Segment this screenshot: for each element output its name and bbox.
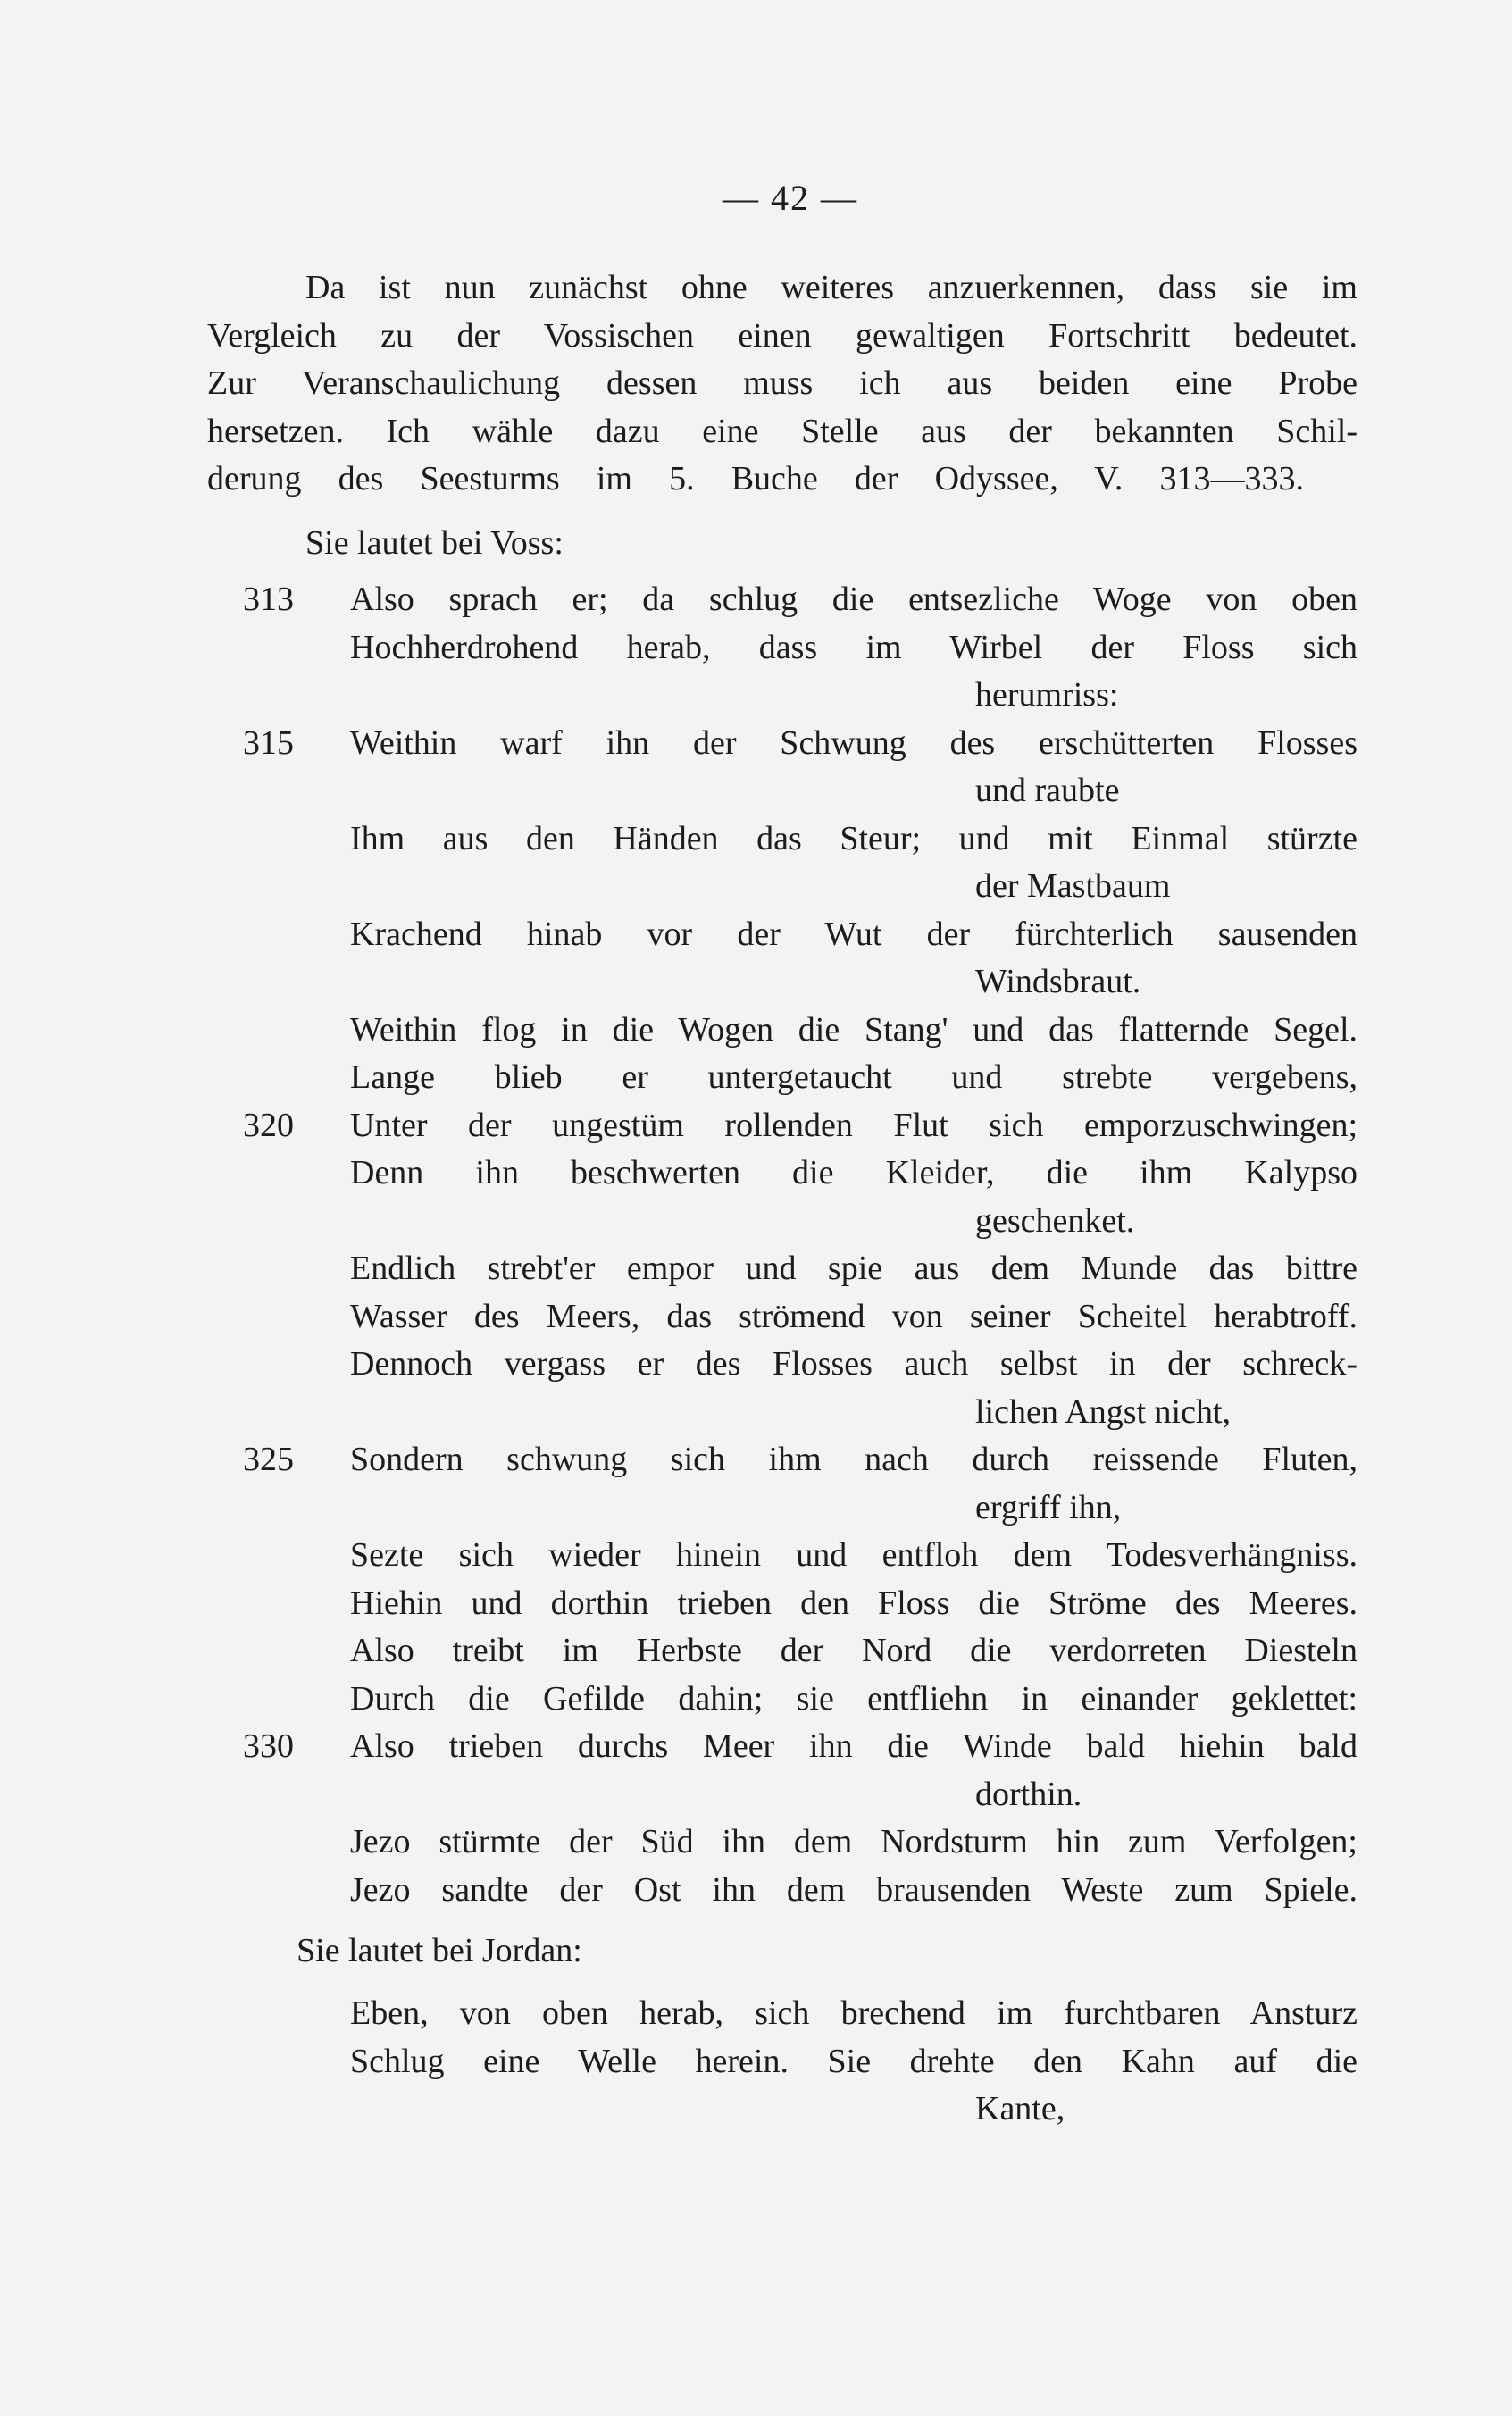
verse-text: Hiehin und dorthin trieben den Floss die Ströme des Meeres.	[350, 1584, 1357, 1622]
verse-line	[207, 1627, 1357, 1676]
verse-text: Weithin warf ihn der Schwung des erschütterten Flosses	[350, 723, 1357, 762]
verse-text: Denn ihn beschwerten die Kleider, die ihm Kalypso	[350, 1154, 1357, 1191]
verse-text: Hochherdrohend herab, dass im Wirbel der Floss sich	[350, 628, 1357, 666]
voss-intro: Sie lautet bei Voss:	[305, 524, 564, 562]
verse-text: Unter der ungestüm rollenden Flut sich emporzuschwingen;	[350, 1106, 1357, 1144]
verse-line	[207, 720, 1357, 768]
verse-text: Dennoch vergass er des Flosses auch selbst in der schreck-	[350, 1345, 1357, 1383]
verse-line	[207, 576, 1357, 624]
verse-text: Weithin flog in die Wogen die Stang' und das flatternde Segel.	[350, 1010, 1357, 1049]
jordan-intro: Sie lautet bei Jordan:	[297, 1932, 582, 1969]
verse-continuation: und raubte	[975, 772, 1120, 809]
verse-number: 315	[243, 723, 294, 762]
verse-number: 325	[243, 1441, 294, 1478]
verse-line	[207, 1580, 1357, 1628]
verse-continuation: ergriff ihn,	[975, 1488, 1122, 1526]
verse-line	[207, 1771, 1357, 1819]
verse-text: Sezte sich wieder hinein und entfloh dem Todesverhängniss.	[350, 1536, 1357, 1574]
verse-continuation: der Mastbaum	[975, 867, 1171, 905]
verse-line	[207, 767, 1357, 815]
verse-text: Lange blieb er untergetaucht und strebte vergebens,	[350, 1058, 1357, 1096]
intro-line-2: Vergleich zu der Vossischen einen gewaltigen Fortschritt bedeutet.	[207, 316, 1357, 355]
verse-line	[207, 1149, 1357, 1198]
verse-line	[207, 1723, 1357, 1771]
verse-continuation: Windsbraut.	[975, 963, 1141, 1000]
verse-text: Schlug eine Welle herein. Sie drehte den Kahn auf die	[350, 2042, 1357, 2080]
verse-line	[207, 1293, 1357, 1342]
intro-line-5: derung des Seesturms im 5. Buche der Odyssee, V. 313—333.	[207, 460, 1304, 497]
verse-text: Also trieben durchs Meer ihn die Winde bald hiehin bald	[350, 1727, 1357, 1765]
verse-line	[207, 958, 1357, 1007]
verse-line	[207, 2086, 1357, 2134]
verse-text: Jezo stürmte der Süd ihn dem Nordsturm hin zum Verfolgen;	[350, 1823, 1357, 1860]
intro-line-4: hersetzen. Ich wähle dazu eine Stelle aus der bekannten Schil-	[207, 412, 1357, 450]
verse-line	[207, 1341, 1357, 1389]
verse-line	[207, 1990, 1357, 2038]
verse-text: Endlich strebt'er empor und spie aus dem Munde das bittre	[350, 1250, 1357, 1287]
verse-text: Also treibt im Herbste der Nord die verdorreten Diesteln	[350, 1632, 1357, 1669]
verse-line	[207, 1102, 1357, 1150]
verse-text: Wasser des Meers, das strömend von seiner Scheitel herabtroff.	[350, 1297, 1357, 1335]
verse-continuation: herumriss:	[975, 676, 1119, 714]
verse-line	[207, 1198, 1357, 1246]
voss-verse-block	[207, 576, 1357, 1914]
intro-paragraph	[207, 264, 1357, 504]
verse-text: Durch die Gefilde dahin; sie entfliehn in einander geklettet:	[350, 1679, 1357, 1718]
verse-text: Also sprach er; da schlug die entsezliche Woge von oben	[350, 581, 1357, 618]
intro-line-1: Da ist nun zunächst ohne weiteres anzuerkennen, dass sie im	[305, 269, 1357, 306]
verse-text: Krachend hinab vor der Wut der fürchterlich sausenden	[350, 915, 1357, 953]
verse-line	[207, 1245, 1357, 1293]
verse-line	[207, 1676, 1357, 1724]
verse-line	[207, 624, 1357, 673]
verse-text: Eben, von oben herab, sich brechend im furchtbaren Ansturz	[350, 1994, 1357, 2032]
verse-line	[207, 1436, 1357, 1484]
verse-line	[207, 1532, 1357, 1580]
verse-text: Jezo sandte der Ost ihn dem brausenden Weste zum Spiele.	[350, 1870, 1357, 1909]
verse-line	[207, 1818, 1357, 1867]
verse-text: Ihm aus den Händen das Steur; und mit Einmal stürzte	[350, 819, 1357, 857]
verse-line	[207, 672, 1357, 720]
verse-line	[207, 911, 1357, 959]
verse-line	[207, 1484, 1357, 1533]
verse-text: Sondern schwung sich ihm nach durch reissende Fluten,	[350, 1441, 1357, 1478]
verse-line	[207, 1054, 1357, 1102]
verse-line	[207, 1867, 1357, 1915]
verse-line	[207, 863, 1357, 911]
verse-continuation: lichen Angst nicht,	[975, 1392, 1232, 1431]
verse-continuation: dorthin.	[975, 1775, 1082, 1813]
verse-continuation: Kante,	[975, 2090, 1065, 2128]
verse-line	[207, 2038, 1357, 2086]
verse-number: 313	[243, 581, 294, 618]
verse-line	[207, 1389, 1357, 1437]
page-number: — 42 —	[723, 178, 858, 218]
verse-number: 330	[243, 1727, 294, 1765]
verse-number: 320	[243, 1106, 294, 1144]
jordan-verse-block	[207, 1990, 1357, 2134]
verse-line	[207, 1007, 1357, 1055]
intro-line-3: Zur Veranschaulichung dessen muss ich aus beiden eine Probe	[207, 364, 1357, 402]
verse-line	[207, 815, 1357, 864]
verse-continuation: geschenket.	[975, 1201, 1135, 1240]
